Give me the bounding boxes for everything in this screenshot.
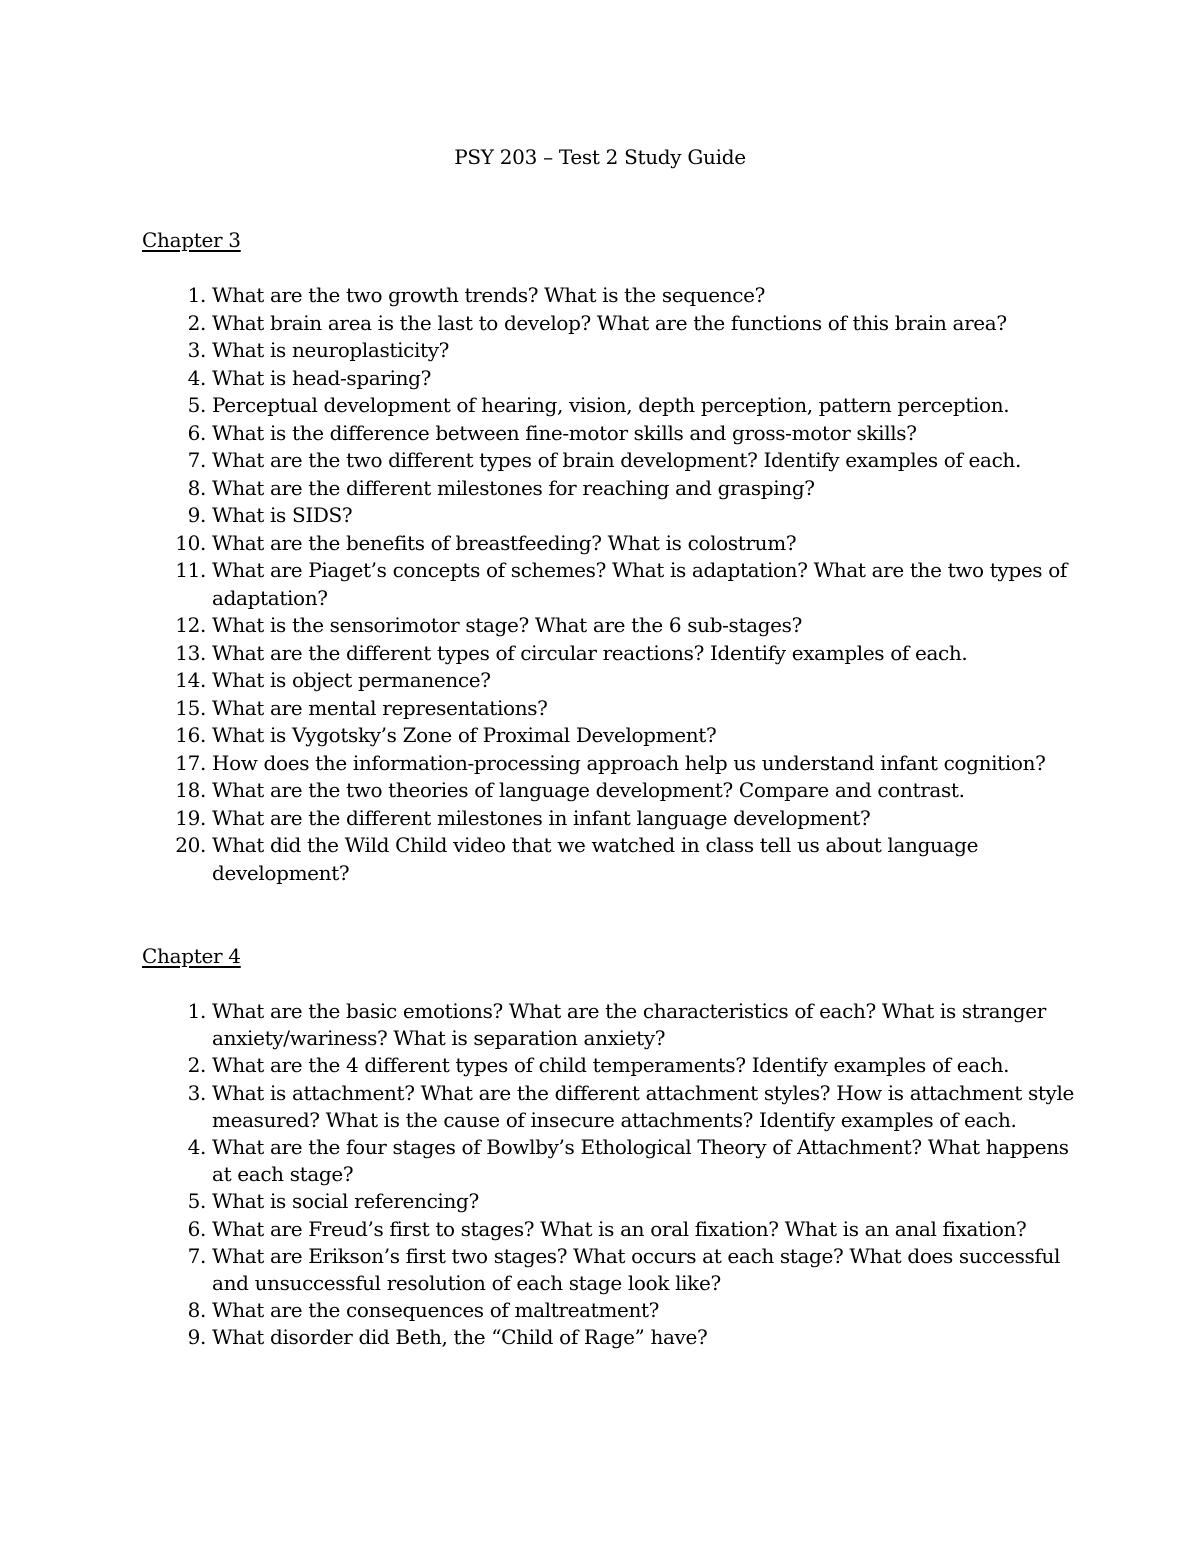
question-number: 19.: [175, 805, 206, 830]
question-text: What are mental representations?: [212, 695, 548, 720]
question-item: [142, 530, 1082, 558]
question-item: [142, 1216, 1082, 1243]
question-item: [142, 1297, 1082, 1324]
question-item: [142, 420, 1082, 448]
question-item: [142, 1134, 1082, 1188]
document-title: PSY 203 – Test 2 Study Guide: [454, 145, 746, 169]
question-number: 4.: [187, 1135, 206, 1160]
question-text: What disorder did Beth, the “Child of Rage” have?: [212, 1325, 708, 1350]
question-number: 3.: [187, 338, 206, 362]
question-item: [142, 612, 1082, 640]
question-number: 1.: [187, 283, 206, 307]
chapter-section: [142, 942, 1082, 1352]
question-number: 1.: [187, 999, 206, 1023]
question-text: What are the two theories of language development? Compare and contrast.: [212, 778, 965, 802]
chapter-heading: Chapter 3: [142, 228, 241, 252]
question-text: What is social referencing?: [212, 1189, 479, 1214]
question-text: What are Piaget’s concepts of schemes? What is adaptation? What are the two types of adaptation?: [212, 558, 1067, 610]
question-text: What is the sensorimotor stage? What are the 6 sub-stages?: [212, 613, 802, 637]
question-item: [142, 1188, 1082, 1215]
question-text: What are the different types of circular reactions? Identify examples of each.: [212, 640, 968, 665]
question-item: [142, 695, 1082, 723]
question-number: 10.: [175, 530, 206, 555]
question-item: [142, 832, 1082, 887]
question-number: 9.: [187, 503, 206, 527]
question-item: [142, 337, 1082, 365]
question-item: [142, 282, 1082, 310]
question-text: What are Freud’s first to stages? What is an oral fixation? What is an anal fixation?: [212, 1216, 1027, 1241]
question-item: [142, 447, 1082, 475]
question-number: 12.: [175, 613, 206, 637]
question-text: What are Erikson’s first two stages? What occurs at each stage? What does successful and unsuccessful resolution of each stage look like?: [212, 1243, 1061, 1296]
question-text: What are the two growth trends? What is the sequence?: [212, 283, 765, 307]
question-number: 17.: [175, 750, 206, 775]
question-text: What is SIDS?: [212, 503, 353, 527]
question-text: How does the information-processing approach help us understand infant cognition?: [212, 750, 1046, 775]
question-number: 6.: [187, 1216, 206, 1241]
question-number: 5.: [187, 1189, 206, 1214]
question-number: 5.: [187, 393, 206, 417]
question-number: 9.: [187, 1325, 206, 1350]
question-list: [142, 282, 1082, 887]
question-text: What are the different milestones in infant language development?: [212, 805, 871, 830]
question-text: What did the Wild Child video that we watched in class tell us about language development?: [212, 833, 979, 885]
question-text: What are the two different types of brain development? Identify examples of each.: [212, 448, 1021, 472]
question-number: 13.: [175, 640, 206, 665]
question-number: 14.: [175, 668, 206, 692]
question-number: 16.: [175, 723, 206, 747]
question-text: What brain area is the last to develop? What are the functions of this brain area?: [212, 310, 1007, 335]
question-number: 15.: [175, 695, 206, 720]
question-number: 3.: [187, 1080, 206, 1105]
question-number: 6.: [187, 420, 206, 445]
question-item: [142, 777, 1082, 805]
question-item: [142, 475, 1082, 503]
question-item: [142, 557, 1082, 612]
question-text: What are the 4 different types of child temperaments? Identify examples of each.: [212, 1053, 1010, 1078]
question-list: [142, 998, 1082, 1352]
question-item: [142, 750, 1082, 778]
chapter-section: [142, 226, 1082, 887]
question-item: [142, 1243, 1082, 1297]
question-item: [142, 1324, 1082, 1351]
question-number: 7.: [187, 1243, 206, 1268]
question-number: 20.: [175, 833, 206, 857]
question-text: Perceptual development of hearing, vision, depth perception, pattern perception.: [212, 393, 1010, 417]
question-number: 8.: [187, 1298, 206, 1323]
question-item: [142, 1052, 1082, 1079]
question-text: What is neuroplasticity?: [212, 338, 450, 362]
question-item: [142, 392, 1082, 420]
question-number: 8.: [187, 475, 206, 500]
question-text: What are the benefits of breastfeeding? What is colostrum?: [212, 530, 797, 555]
question-number: 2.: [187, 310, 206, 335]
question-item: [142, 998, 1082, 1052]
question-text: What is attachment? What are the different attachment styles? How is attachment style measured? What is the cause of insecure attachments? Identify examples of each.: [212, 1080, 1075, 1132]
question-number: 2.: [187, 1053, 206, 1078]
question-text: What is Vygotsky’s Zone of Proximal Development?: [212, 723, 717, 747]
question-text: What are the different milestones for reaching and grasping?: [212, 475, 815, 500]
question-text: What are the four stages of Bowlby’s Ethological Theory of Attachment? What happens at each stage?: [212, 1135, 1069, 1187]
question-number: 11.: [175, 558, 206, 582]
question-item: [142, 805, 1082, 833]
question-item: [142, 722, 1082, 750]
question-number: 18.: [175, 778, 206, 802]
question-number: 4.: [187, 365, 206, 390]
question-item: [142, 1080, 1082, 1134]
question-item: [142, 640, 1082, 668]
chapter-heading: Chapter 4: [142, 944, 241, 968]
question-item: [142, 365, 1082, 393]
question-text: What is the difference between fine-motor skills and gross-motor skills?: [212, 420, 917, 445]
question-number: 7.: [187, 448, 206, 472]
question-text: What is head-sparing?: [212, 365, 431, 390]
question-item: [142, 310, 1082, 338]
question-item: [142, 502, 1082, 530]
question-text: What are the consequences of maltreatment?: [212, 1298, 660, 1323]
question-text: What is object permanence?: [212, 668, 491, 692]
question-item: [142, 667, 1082, 695]
question-text: What are the basic emotions? What are the characteristics of each? What is stranger anxiety/wariness? What is separation anxiety?: [212, 999, 1046, 1051]
